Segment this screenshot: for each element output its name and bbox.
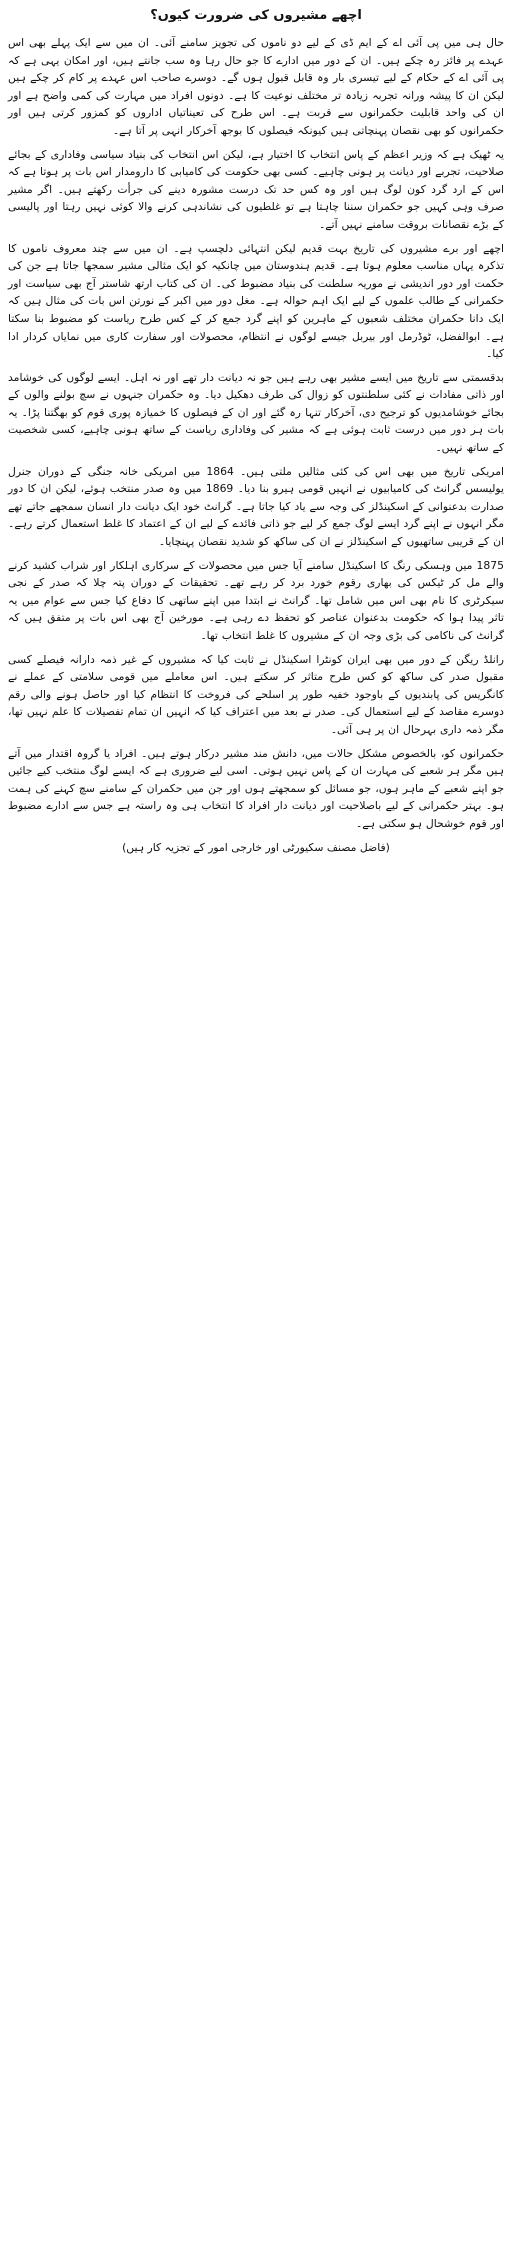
article-paragraph-3: اچھے اور برے مشیروں کی تاریخ بہت قدیم لیکن انتہائی دلچسپ ہے۔ ان میں سے چند معروف ناموں کا تذکرہ یہاں مناسب معلوم ہوتا ہے۔ قدیم ہندوستان میں چانکیہ کو ایک مثالی مشیر سمجھا جاتا ہے جن کی حکمت اور دور اندیشی نے موریہ سلطنت کی بنیاد مضبوط کی۔ ان کی کتاب ارتھ شاستر آج بھی سیاست اور حکمرانی کے طالب علموں کے لیے ایک اہم حوالہ ہے۔ مغل دور میں اکبر کے نورتن اس بات کی مثال ہیں کہ ایک دانا حکمران مختلف شعبوں کے ماہرین کو اپنے گرد جمع کر کے کس طرح ریاست کو مضبوط بنا سکتا ہے۔ ابوالفضل، ٹوڈرمل اور بیربل جیسے لوگوں نے انتظام، محصولات اور سفارت کاری میں نمایاں کردار ادا کیا۔ xyxy=(8,241,504,361)
article-paragraph-7: رانلڈ ریگن کے دور میں بھی ایران کونٹرا اسکینڈل نے ثابت کیا کہ مشیروں کے غیر ذمہ دارانہ فیصلے کسی مقبول صدر کی ساکھ کو کس طرح متاثر کر سکتے ہیں۔ اس معاملے میں قومی سلامتی کے عملے نے کانگریس کی پابندیوں کے باوجود خفیہ طور پر اسلحے کی فروخت کا انتظام کیا اور حاصل ہونے والی رقم دوسرے مقاصد کے لیے استعمال کی۔ صدر نے بعد میں اعتراف کیا کہ انہیں ان تمام تفصیلات کا علم نہیں تھا، مگر ذمہ داری بہرحال ان پر ہی آئی۔ xyxy=(8,652,504,736)
article-title: اچھے مشیروں کی ضرورت کیوں؟ xyxy=(150,8,362,23)
article-paragraph-4: بدقسمتی سے تاریخ میں ایسے مشیر بھی رہے ہیں جو نہ دیانت دار تھے اور نہ اہل۔ ایسے لوگوں کی خوشامد اور ذاتی مفادات نے کئی سلطنتوں کو زوال کی طرف دھکیل دیا۔ وہ حکمران جنہوں نے سچ بولنے والوں کے بجائے خوشامدیوں کو ترجیح دی، آخرکار تنہا رہ گئے اور ان کے فیصلوں کا خمیازہ پوری قوم کو بھگتنا پڑا۔ یہ بات ہر دور میں درست ثابت ہوئی ہے کہ مشیر کی وفاداری ریاست کے ساتھ ہونی چاہیے، کسی شخصیت کے ساتھ نہیں۔ xyxy=(8,370,504,455)
author-note: (فاضل مصنف سکیورٹی اور خارجی امور کے تجزیہ کار ہیں) xyxy=(122,840,390,854)
article-paragraph-6: 1875 میں وہسکی رنگ کا اسکینڈل سامنے آیا جس میں محصولات کے سرکاری اہلکار اور شراب کشید کرنے والے مل کر ٹیکس کی بھاری رقوم خورد برد کر رہے تھے۔ تحقیقات کے دوران پتہ چلا کہ صدر کے نجی سیکرٹری کا نام بھی اس میں شامل تھا۔ گرانٹ نے ابتدا میں اپنے ساتھی کا دفاع کیا جس سے عوام میں یہ تاثر پیدا ہوا کہ حکومت بدعنوان عناصر کو تحفظ دے رہی ہے۔ مورخین آج بھی اس بات پر متفق ہیں کہ گرانٹ کی ناکامی کی بڑی وجہ ان کے مشیروں کا غلط انتخاب تھا۔ xyxy=(8,558,504,642)
article-paragraph-5: امریکی تاریخ میں بھی اس کی کئی مثالیں ملتی ہیں۔ 1864 میں امریکی خانہ جنگی کے دوران جنرل یولیسس گرانٹ کی کامیابیوں نے انہیں قومی ہیرو بنا دیا۔ 1869 میں وہ صدر منتخب ہوئے، لیکن ان کا دور صدارت بدعنوانی کے اسکینڈلز کی وجہ سے یاد کیا جاتا ہے۔ گرانٹ خود ایک دیانت دار انسان سمجھے جاتے تھے مگر انہوں نے اپنے گرد ایسے لوگ جمع کر لیے جو ذاتی فائدے کے لیے ان کے اعتماد کا غلط استعمال کرتے رہے۔ ان کے قریبی ساتھیوں کے اسکینڈلز نے ان کی ساکھ کو شدید نقصان پہنچایا۔ xyxy=(8,464,505,549)
article-paragraph-1: حال ہی میں پی آئی اے کے ایم ڈی کے لیے دو ناموں کی تجویز سامنے آئی۔ ان میں سے ایک پہلے بھی اس عہدے پر فائز رہ چکے ہیں۔ ان کے دور میں ادارے کا جو حال رہا وہ سب جانتے ہیں، اور امکان یہی ہے کہ پی آئی اے کے حکام کے لیے تیسری بار وہ قابل قبول ہوں گے۔ دوسرے صاحب اس عہدے پر کام کر چکے ہیں لیکن ان کا پیشہ ورانہ تجربہ زیادہ تر مختلف نوعیت کا ہے۔ دونوں افراد میں مہارت کی کمی واضح ہے اور ان کی واحد قابلیت حکمرانوں سے قربت ہے۔ اس طرح کی تعیناتیاں اداروں کو کمزور کرتی ہیں اور حکمرانوں کو بھی نقصان پہنچاتی ہیں کیونکہ فیصلوں کا بوجھ آخرکار انہی پر آتا ہے۔ xyxy=(8,36,504,137)
article-paragraph-2: یہ ٹھیک ہے کہ وزیر اعظم کے پاس انتخاب کا اختیار ہے، لیکن اس انتخاب کی بنیاد سیاسی وفاداری کے بجائے صلاحیت، تجربے اور دیانت پر ہونی چاہیے۔ کسی بھی حکومت کی کامیابی کا دارومدار اس بات پر ہوتا ہے کہ اس کے ارد گرد کون لوگ ہیں اور وہ کس حد تک درست مشورہ دینے کی جرأت رکھتے ہیں۔ اگر مشیر صرف وہی کہیں جو حکمران سننا چاہتا ہے تو غلطیوں کی نشاندہی کرنے والا کوئی نہیں رہتا اور پالیسی کے بڑے نقصانات بروقت سامنے نہیں آتے۔ xyxy=(8,147,504,231)
article-paragraph-8: حکمرانوں کو، بالخصوص مشکل حالات میں، دانش مند مشیر درکار ہوتے ہیں۔ افراد یا گروہ اقتدار میں آتے ہیں مگر ہر شعبے کی مہارت ان کے پاس نہیں ہوتی۔ اسی لیے ضروری ہے کہ ایسے لوگ منتخب کیے جائیں جو اپنے شعبے کے ماہر ہوں، جو مسائل کو سمجھتے ہوں اور جن میں حکمران کے سامنے سچ کہنے کی ہمت ہو۔ بہتر حکمرانی کے لیے باصلاحیت اور دیانت دار افراد کا انتخاب ہی وہ راستہ ہے جس سے ادارے مضبوط اور قوم خوشحال ہو سکتی ہے۔ xyxy=(8,746,504,830)
